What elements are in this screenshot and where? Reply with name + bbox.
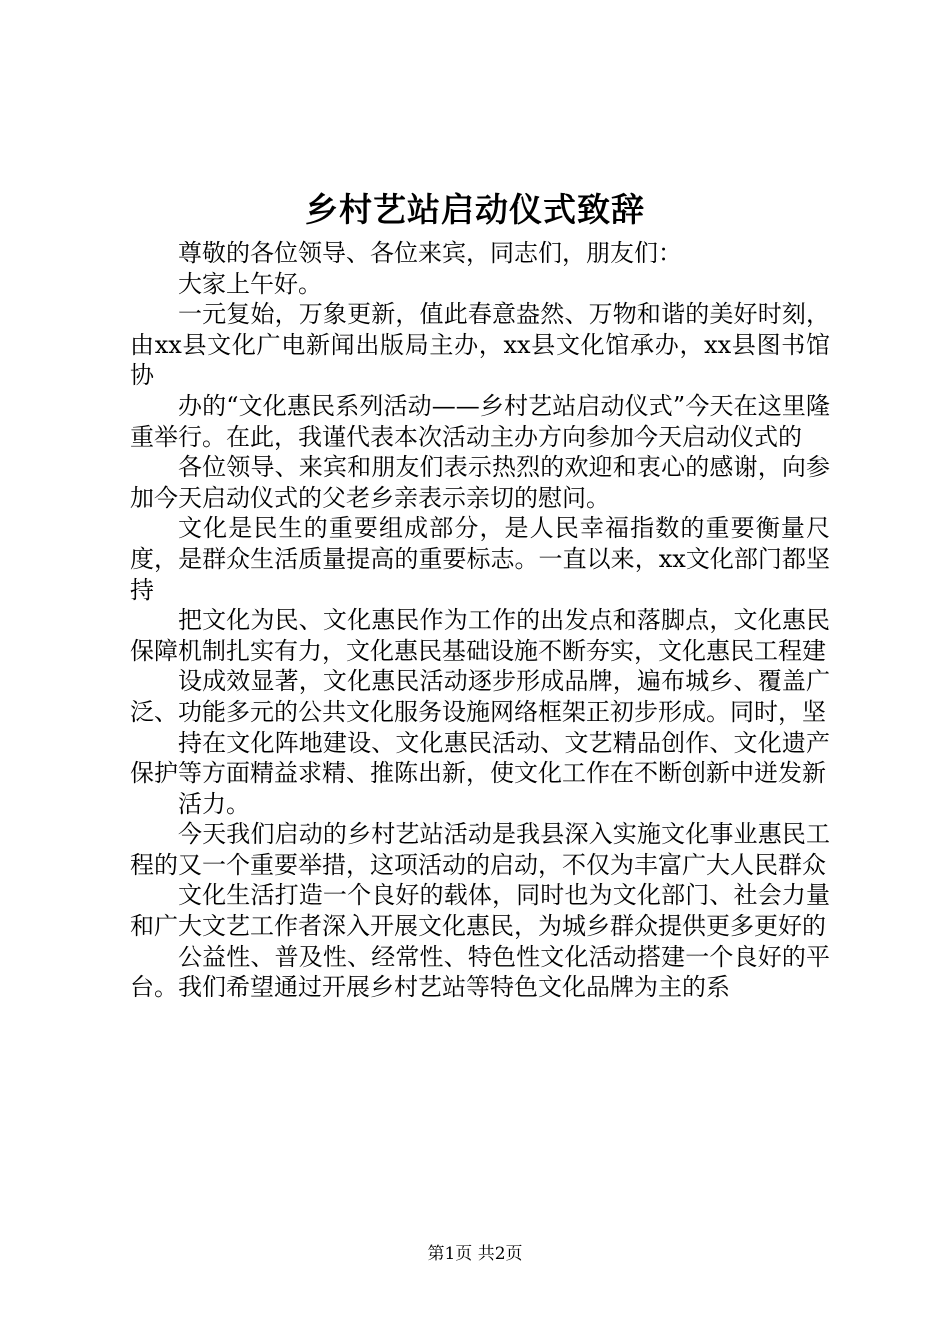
document-title: 乡村艺站启动仪式致辞 (305, 190, 645, 229)
paragraph: 公益性、普及性、经常性、特色性文化活动搭建一个良好的平台。我们希望通过开展乡村艺站等特色文化品牌为主的系 (130, 942, 830, 1002)
paragraph: 设成效显著，文化惠民活动逐步形成品牌，遍布城乡、覆盖广泛、功能多元的公共文化服务设施网络框架正初步形成。同时，坚 (130, 667, 830, 726)
paragraph: 文化是民生的重要组成部分，是人民幸福指数的重要衡量尺度，是群众生活质量提高的重要标志。一直以来，xx文化部门都坚持 (130, 514, 830, 604)
paragraph: 各位领导、来宾和朋友们表示热烈的欢迎和衷心的感谢，向参加今天启动仪式的父老乡亲表示亲切的慰问。 (130, 453, 830, 512)
paragraph: 办的“文化惠民系列活动——乡村艺站启动仪式”今天在这里隆重举行。在此，我谨代表本次活动主办方向参加今天启动仪式的 (130, 391, 830, 451)
paragraph: 今天我们启动的乡村艺站活动是我县深入实施文化事业惠民工程的又一个重要举措，这项活动的启动，不仅为丰富广大人民群众 (130, 820, 830, 879)
paragraph: 一元复始，万象更新，值此春意盎然、万物和谐的美好时刻，由xx县文化广电新闻出版局主办，xx县文化馆承办，xx县图书馆协 (130, 300, 830, 390)
paragraph-greeting: 大家上午好。 (178, 269, 322, 298)
paragraph-salutation: 尊敬的各位领导、各位来宾，同志们，朋友们： (178, 239, 682, 267)
paragraph: 活力。 (178, 789, 250, 818)
document-body (130, 238, 830, 1003)
paragraph: 把文化为民、文化惠民作为工作的出发点和落脚点，文化惠民保障机制扎实有力，文化惠民基础设施不断夯实，文化惠民工程建 (130, 606, 830, 665)
paragraph: 持在文化阵地建设、文化惠民活动、文艺精品创作、文化遗产保护等方面精益求精、推陈出新，使文化工作在不断创新中迸发新 (130, 728, 830, 788)
paragraph: 文化生活打造一个良好的载体，同时也为文化部门、社会力量和广大文艺工作者深入开展文化惠民，为城乡群众提供更多更好的 (130, 881, 830, 941)
page-number-footer: 第1页 共2页 (427, 1244, 523, 1264)
